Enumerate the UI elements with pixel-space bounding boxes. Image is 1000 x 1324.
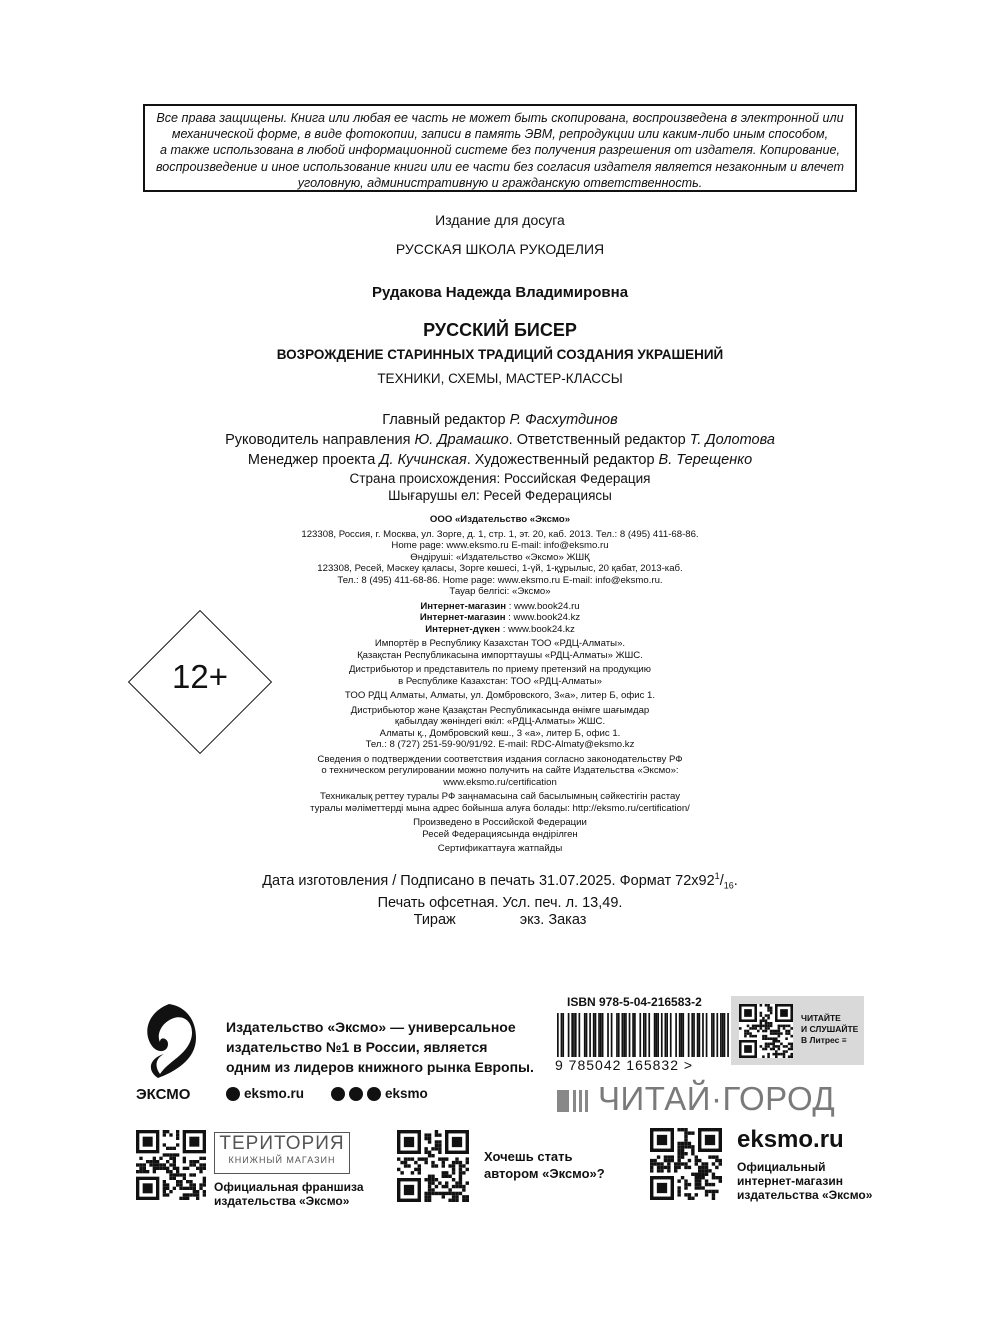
imprint-line: Сертификаттауға жатпайды — [437, 843, 563, 854]
barcode-bar — [600, 1013, 602, 1057]
shop-label: Интернет-магазин — [420, 600, 507, 612]
imprint-line: Тел.: 8 (495) 411-68-86. Home page: www.eksmo.ru E-mail: info@eksmo.ru. — [337, 574, 663, 586]
chief-editor-name: Р. Фасхутдинов — [509, 412, 618, 428]
imprint-line: в Республике Казахстан: ТОО «РДЦ-Алматы» — [398, 675, 602, 687]
barcode-bar — [575, 1013, 577, 1057]
chitai-gorod-text: ЧИТАЙ·ГОРОД — [598, 1080, 836, 1117]
barcode-bar — [724, 1013, 726, 1057]
barcode-bar — [711, 1013, 713, 1057]
caption-line: издательства «Эксмо» — [737, 1188, 873, 1202]
imprint-line: 123308, Ресей, Мәскеу қаласы, Зорге көшесі, 1-үй, 1-құрылыс, 20 қабат, 2013-каб. — [317, 563, 683, 574]
barcode-bar — [625, 1013, 627, 1057]
barcode-bar — [727, 1013, 729, 1057]
barcode — [557, 1013, 729, 1061]
imprint — [300, 514, 700, 855]
barcode-bar — [657, 1013, 659, 1057]
caption-line: интернет-магазин — [737, 1174, 843, 1188]
print-info-line3 — [0, 912, 1000, 929]
imprint-line: Алматы қ., Домбровский көш., 3 «а», литер Б, офис 1. — [379, 727, 621, 739]
direction-line — [0, 430, 1000, 450]
direction-label: Руководитель направления — [225, 432, 415, 448]
shop-value: : www.book24.kz — [500, 623, 575, 635]
shop-label: Интернет-магазин — [419, 612, 506, 623]
barcode-bar — [622, 1013, 624, 1057]
barcode-bar — [681, 1013, 683, 1057]
litres-text — [801, 1013, 858, 1046]
barcode-bar — [634, 1013, 636, 1057]
globe-icon — [226, 1087, 240, 1101]
book-title: РУССКИЙ БИСЕР — [423, 320, 577, 340]
barcode-bar — [586, 1013, 588, 1057]
rights-line: механической форме, в виде фотокопии, записи в память ЭВМ, репродукции или каким-либо иным способом, — [171, 127, 829, 142]
rights-line: Все права защищены. Книга или любая ее часть не может быть скопирована, воспроизведена в электронной или — [156, 111, 844, 125]
imprint-line: Дистрибьютор және Қазақстан Республикасында өнімге шағымдар — [350, 704, 650, 716]
imprint-line: www.eksmo.ru/certification — [443, 776, 557, 788]
barcode-bar — [632, 1013, 634, 1057]
rights-line: уголовную, административную и гражданскую ответственность. — [297, 175, 703, 190]
imprint-line: 123308, Россия, г. Москва, ул. Зорге, д. 1, стр. 1, эт. 20, каб. 2013. Тел.: 8 (495) 411-68-86. — [301, 528, 699, 540]
author-call-line: автором «Эксмо»? — [484, 1166, 605, 1181]
rights-line: а также использована в любой информационной системе без получения разрешения от издателя. Копирование, — [160, 143, 840, 158]
edition-type: Издание для досуга — [435, 212, 565, 228]
barcode-bar — [645, 1013, 647, 1057]
imprint-line: қабылдау жөніндегі өкіл: «РДЦ-Алматы» ЖШС. — [394, 716, 606, 727]
barcode-bar — [713, 1013, 715, 1057]
imprint-line: о техническом регулировании можно получить на сайте Издательства «Эксмо»: — [321, 765, 679, 776]
barcode-bar — [693, 1013, 695, 1057]
imprint-line: ТОО РДЦ Алматы, Алматы, ул. Домбровского, 3«а», литер Б, офис 1. — [344, 690, 656, 701]
imprint-line: Қазақстан Республикасына импорттаушы «РДЦ-Алматы» ЖШС. — [357, 649, 643, 661]
barcode-bar — [561, 1013, 563, 1057]
origin-ru: Страна происхождения: Российская Федерация — [349, 471, 651, 486]
barcode-digits: 9 785042 165832 > — [555, 1057, 694, 1073]
blurb-line: одним из лидеров книжного рынка Европы. — [226, 1059, 534, 1075]
publisher-blurb — [226, 1017, 534, 1077]
editors — [0, 410, 1000, 470]
print-info — [0, 868, 1000, 929]
barcode-bar — [629, 1013, 631, 1057]
shop-value: : www.book24.ru — [506, 600, 580, 612]
origin — [0, 470, 1000, 504]
blurb-line: Издательство «Эксмо» — универсальное — [226, 1019, 516, 1035]
eksmo-shop-caption — [737, 1160, 872, 1202]
author-call-line: Хочешь стать — [484, 1149, 573, 1164]
barcode-bar — [665, 1013, 667, 1057]
manager-label: Менеджер проекта — [247, 452, 380, 468]
shop-label: Интернет-дүкен — [425, 623, 501, 635]
imprint-line: Ресей Федерациясында өндірілген — [422, 828, 578, 840]
barcode-bar — [716, 1013, 718, 1057]
manager-name: Д. Кучинская — [379, 452, 467, 468]
barcode-bar — [611, 1013, 613, 1057]
author-call — [484, 1148, 605, 1182]
imprint-line: туралы мәліметтерді мына адрес бойынша алуға болады: http://eksmo.ru/certification/ — [310, 802, 690, 814]
imprint-line: Өндіруші: «Издательство «Эксмо» ЖШҚ — [410, 551, 590, 563]
barcode-bar — [706, 1013, 708, 1057]
barcode-bar — [679, 1013, 681, 1057]
barcode-bar — [722, 1013, 724, 1057]
barcode-bar — [699, 1013, 701, 1057]
barcode-bar — [557, 1013, 559, 1057]
origin-kz: Шығарушы ел: Ресей Федерациясы — [388, 488, 612, 503]
social-networks[interactable] — [331, 1086, 428, 1101]
barcode-bar — [720, 1013, 722, 1057]
caption-line: Официальный — [737, 1160, 826, 1174]
social-website[interactable] — [226, 1086, 304, 1101]
order-label: экз. Заказ — [519, 911, 587, 928]
series-name: РУССКАЯ ШКОЛА РУКОДЕЛИЯ — [395, 241, 605, 257]
barcode-bar — [607, 1013, 609, 1057]
author-name: Рудакова Надежда Владимировна — [371, 284, 629, 301]
barcode-bar — [568, 1013, 570, 1057]
territory-sub: КНИЖНЫЙ МАГАЗИН — [228, 1155, 336, 1165]
territory-name: ТЕРИТОРИЯ — [219, 1133, 345, 1154]
barcode-bar — [688, 1013, 690, 1057]
shop-line — [300, 624, 700, 636]
art-editor-label: . Художественный редактор — [466, 452, 659, 468]
responsible-name: Т. Долотова — [689, 432, 775, 448]
barcode-bar — [670, 1013, 672, 1057]
blurb-line: издательство №1 в России, является — [226, 1039, 488, 1055]
barcode-bar — [654, 1013, 656, 1057]
barcode-bar — [562, 1013, 564, 1057]
vk-icon — [331, 1087, 345, 1101]
eksmo-logo-icon — [138, 1002, 200, 1080]
qr-code-icon — [136, 1130, 206, 1200]
qr-code-icon — [739, 1004, 793, 1058]
rights-notice — [143, 104, 857, 192]
litres-block — [731, 996, 864, 1065]
barcode-bar — [702, 1013, 704, 1057]
eksmo-shop-site[interactable]: eksmo.ru — [737, 1126, 844, 1153]
social-website-label: eksmo.ru — [244, 1086, 305, 1101]
imprint-line: Техникалық реттеу туралы РФ заңнамасына сай басылымның сәйкестігін растау — [319, 791, 681, 802]
imprint-line: Импортёр в Республику Казахстан ТОО «РДЦ-Алматы». — [374, 638, 626, 649]
imprint-line: Home page: www.eksmo.ru E-mail: info@eksmo.ru — [391, 540, 609, 551]
shop-line — [300, 601, 700, 613]
telegram-icon — [367, 1087, 381, 1101]
qr-code-icon — [397, 1130, 469, 1202]
chief-editor-line — [0, 410, 1000, 430]
barcode-bar — [691, 1013, 693, 1057]
litres-line: ЧИТАЙТЕ — [801, 1013, 841, 1023]
imprint-line: Дистрибьютор и представитель по приему претензий на продукцию — [349, 664, 651, 675]
barcode-bar — [595, 1013, 597, 1057]
barcode-bar — [682, 1013, 684, 1057]
barcode-bar — [675, 1013, 677, 1057]
barcode-bar — [697, 1013, 699, 1057]
imprint-line: Произведено в Российской Федерации — [413, 817, 587, 828]
barcode-bar — [593, 1013, 595, 1057]
barcode-bar — [579, 1013, 581, 1057]
barcode-bar — [666, 1013, 668, 1057]
direction-name: Ю. Драмашко — [414, 432, 509, 448]
format-fraction-num: 1 — [714, 871, 720, 881]
chitai-gorod-logo-icon — [557, 1084, 601, 1114]
shop-line — [300, 612, 700, 624]
territory-caption — [214, 1180, 364, 1208]
eksmo-logo-text: ЭКСМО — [136, 1086, 191, 1103]
book-subtitle: ВОЗРОЖДЕНИЕ СТАРИННЫХ ТРАДИЦИЙ СОЗДАНИЯ УКРАШЕНИЙ — [276, 347, 724, 362]
shop-value: : www.book24.kz — [505, 612, 581, 623]
imprint-company: ООО «Издательство «Эксмо» — [429, 514, 571, 525]
rights-line: воспроизведение и иное использование книги или ее части без согласия издателя является незаконным и влечет — [155, 159, 845, 174]
litres-line: В Литрес ≡ — [801, 1035, 847, 1045]
print-info-line1: Дата изготовления / Подписано в печать 31.07.2025. Формат $72x92^1/_{16}$. — [262, 871, 738, 891]
youtube-icon — [349, 1087, 363, 1101]
barcode-bar — [584, 1013, 586, 1057]
imprint-line: Тауар белгісі: «Эксмо» — [449, 586, 551, 597]
responsible-label: . Ответственный редактор — [508, 432, 690, 448]
print-format: Дата изготовления / Подписано в печать 31.07.2025. Формат 72x92 — [262, 872, 715, 889]
barcode-bar — [648, 1013, 650, 1057]
format-fraction-den: 16 — [723, 880, 734, 891]
book-subtitle2: ТЕХНИКИ, СХЕМЫ, МАСТЕР-КЛАССЫ — [377, 371, 623, 386]
barcode-bar — [616, 1013, 618, 1057]
territory-logo — [214, 1132, 350, 1174]
barcode-bar — [623, 1013, 625, 1057]
barcode-bar — [571, 1013, 573, 1057]
barcode-bar — [598, 1013, 600, 1057]
circulation-label: Тираж — [413, 911, 456, 928]
print-format-end: . — [733, 872, 738, 889]
age-rating: 12+ — [172, 658, 228, 695]
litres-line: И СЛУШАЙТЕ — [801, 1024, 859, 1034]
barcode-bar — [639, 1013, 641, 1057]
art-editor-name: В. Терещенко — [658, 452, 753, 468]
barcode-bar — [602, 1013, 604, 1057]
caption-line: Официальная франшиза — [214, 1180, 364, 1194]
social-networks-label: eksmo — [385, 1086, 428, 1101]
isbn: ISBN 978-5-04-216583-2 — [567, 995, 702, 1009]
imprint-line: Тел.: 8 (727) 251-59-90/91/92. E-mail: RDC-Almaty@eksmo.kz — [365, 739, 635, 750]
barcode-bar — [589, 1013, 591, 1057]
barcode-bar — [643, 1013, 645, 1057]
chief-editor-label: Главный редактор — [382, 412, 510, 428]
barcode-bar — [661, 1013, 663, 1057]
qr-code-icon — [650, 1128, 722, 1200]
barcode-bar — [656, 1013, 658, 1057]
imprint-line: Сведения о подтверждении соответствия издания согласно законодательству РФ — [317, 753, 683, 765]
manager-line — [0, 450, 1000, 470]
barcode-bar — [573, 1013, 575, 1057]
barcode-bar — [618, 1013, 620, 1057]
caption-line: издательства «Эксмо» — [214, 1194, 350, 1208]
print-info-line2: Печать офсетная. Усл. печ. л. 13,49. — [377, 894, 623, 911]
